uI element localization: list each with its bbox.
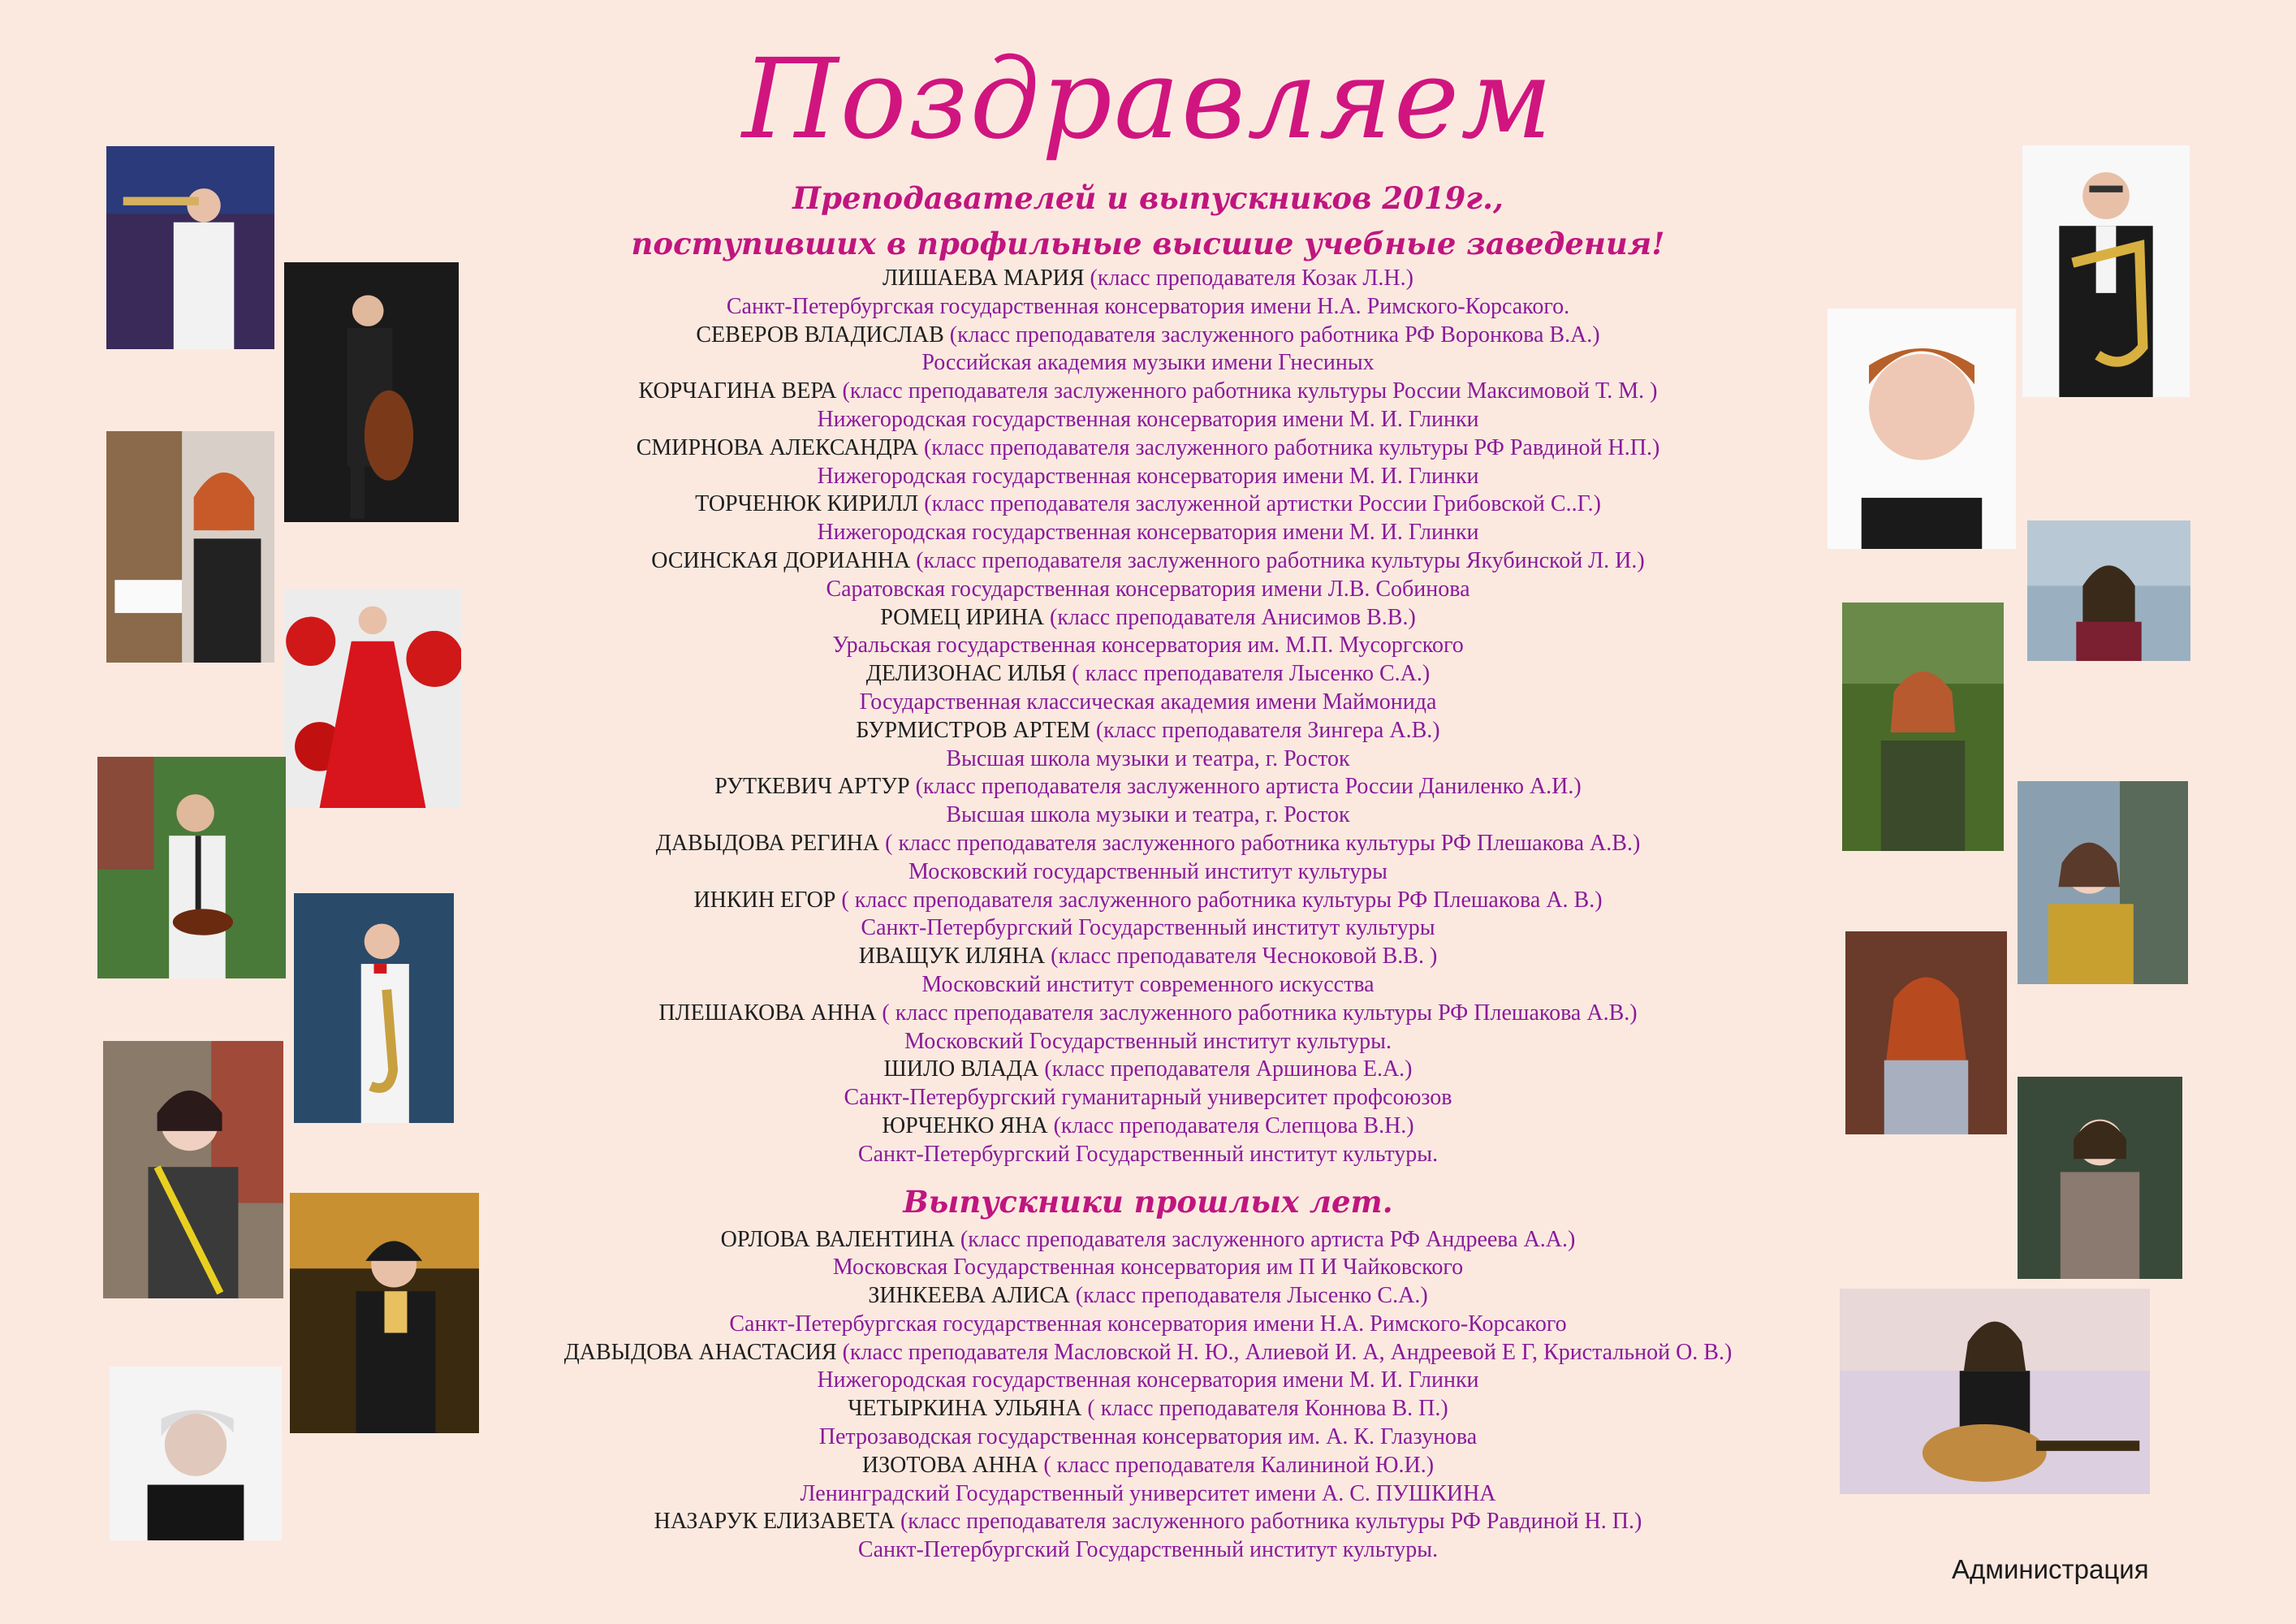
photo-woman-riverside <box>2018 781 2188 984</box>
graduate-teacher: (класс преподавателя Чесноковой В.В. ) <box>1051 944 1438 970</box>
graduate-teacher: (класс преподавателя заслуженного артиста РФ Андреева А.А.) <box>960 1226 1576 1252</box>
institution-row <box>455 801 1841 830</box>
graduate-teacher: (класс преподавателя Козак Л.Н.) <box>1090 266 1413 291</box>
graduate-row <box>455 1112 1841 1141</box>
institution-row <box>455 519 1841 547</box>
graduate-name: РУТКЕВИЧ АРТУР <box>714 774 910 800</box>
graduate-institution: Санкт-Петербургский Государственный институт культуры <box>861 915 1435 941</box>
photo-singer-red-dress <box>284 589 461 808</box>
graduate-name: СМИРНОВА АЛЕКСАНДРА <box>636 434 918 460</box>
graduate-row <box>455 1395 1841 1423</box>
institution-row <box>455 1536 1841 1565</box>
graduate-institution: Московский государственный институт культуры <box>908 858 1388 884</box>
graduate-row <box>455 1282 1841 1311</box>
graduate-row <box>455 1508 1841 1536</box>
institution-row <box>455 406 1841 434</box>
graduate-name: ДЕЛИЗОНАС ИЛЬЯ <box>865 661 1067 687</box>
graduate-institution: Санкт-Петербургский гуманитарный университет профсоюзов <box>844 1085 1452 1111</box>
graduate-row <box>455 943 1841 971</box>
institution-row <box>455 689 1841 717</box>
graduate-row <box>455 490 1841 519</box>
graduate-name: ЮРЧЕНКО ЯНА <box>882 1112 1048 1138</box>
institution-row <box>455 1367 1841 1395</box>
subtitle-line-1: Преподавателей и выпускников 2019г., <box>792 180 1504 216</box>
graduate-row <box>455 887 1841 915</box>
photo-woman-sweater <box>2018 1077 2182 1279</box>
graduate-name: ПЛЕШАКОВА АННА <box>658 1000 877 1026</box>
institution-row <box>455 1254 1841 1282</box>
graduate-teacher: ( класс преподавателя заслуженного работника культуры РФ Плешакова А.В.) <box>882 1000 1638 1026</box>
institution-row <box>455 1423 1841 1452</box>
institution-row <box>455 1311 1841 1339</box>
graduate-teacher: (класс преподавателя заслуженного работника культуры РФ Равдиной Н.П.) <box>923 434 1660 460</box>
graduate-name: ИЗОТОВА АННА <box>861 1452 1038 1478</box>
graduate-name: ОСИНСКАЯ ДОРИАННА <box>651 547 911 573</box>
photo-woman-red-hair <box>1845 931 2007 1134</box>
graduate-row <box>455 434 1841 463</box>
photo-woman-street <box>103 1041 283 1298</box>
graduate-institution: Петрозаводская государственная консерватория им. А. К. Глазунова <box>818 1424 1478 1450</box>
institution-row <box>455 632 1841 660</box>
signature: Администрация <box>1952 1554 2149 1584</box>
photo-trombonist <box>2022 145 2190 397</box>
graduate-institution: Санкт-Петербургский Государственный институт культуры. <box>857 1141 1439 1167</box>
institution-row <box>455 1141 1841 1169</box>
graduate-teacher: (класс преподавателя Аршинова Е.А.) <box>1044 1056 1413 1082</box>
graduate-name: БУРМИСТРОВ АРТЕМ <box>856 717 1090 743</box>
graduate-teacher: ( класс преподавателя заслуженного работника культуры РФ Плешакова А.В.) <box>885 830 1641 856</box>
graduate-institution: Нижегородская государственная консерватория имени М. И. Глинки <box>817 1367 1479 1393</box>
photo-organist <box>106 431 274 663</box>
graduate-teacher: (класс преподавателя Анисимов В.В.) <box>1050 604 1416 630</box>
graduate-name: ЧЕТЫРКИНА УЛЬЯНА <box>848 1396 1082 1422</box>
page-title: Поздравляем <box>741 36 1555 164</box>
graduate-teacher: (класс преподавателя заслуженного работника РФ Воронкова В.А.) <box>949 322 1600 348</box>
institution-row <box>455 349 1841 378</box>
graduate-row <box>455 773 1841 801</box>
graduate-name: ШИЛО ВЛАДА <box>883 1056 1039 1082</box>
graduate-institution: Уральская государственная консерватория им. М.П. Мусоргского <box>832 633 1464 659</box>
graduates-list <box>455 265 1841 1565</box>
institution-row <box>455 1028 1841 1056</box>
graduate-row <box>455 322 1841 350</box>
photo-woman-forest <box>1842 603 2004 851</box>
graduate-row <box>455 1339 1841 1367</box>
graduate-row <box>455 378 1841 406</box>
institution-row <box>455 1480 1841 1509</box>
photo-performer-dark <box>290 1193 479 1433</box>
graduate-institution: Московский институт современного искусства <box>921 971 1375 997</box>
graduate-name: ИНКИН ЕГОР <box>693 887 836 913</box>
past-graduates-heading: Выпускники прошлых лет. <box>903 1183 1393 1220</box>
photo-saxophonist <box>294 893 454 1123</box>
graduate-teacher: ( класс преподавателя Калининой Ю.И.) <box>1043 1452 1435 1478</box>
graduate-name: ОРЛОВА ВАЛЕНТИНА <box>720 1226 955 1252</box>
subtitle-line-2: поступивших в профильные высшие учебные заведения! <box>631 226 1665 261</box>
graduate-row <box>455 1000 1841 1028</box>
institution-row <box>455 463 1841 491</box>
graduate-teacher: ( класс преподавателя Коннова В. П.) <box>1087 1396 1448 1422</box>
graduate-teacher: (класс преподавателя заслуженной артистки России Грибовской С..Г.) <box>924 491 1601 517</box>
photo-violinist <box>97 757 286 978</box>
graduate-row <box>455 1226 1841 1255</box>
graduate-institution: Высшая школа музыки и театра, г. Росток <box>946 802 1350 828</box>
institution-row <box>455 858 1841 887</box>
graduate-institution: Государственная классическая академия имени Маймонида <box>859 689 1437 715</box>
institution-row <box>455 745 1841 774</box>
graduate-institution: Санкт-Петербургский Государственный институт культуры. <box>857 1537 1439 1563</box>
photo-trumpet-player <box>106 146 274 349</box>
graduate-row <box>455 604 1841 633</box>
graduate-teacher: (класс преподавателя Зингера А.В.) <box>1095 717 1440 743</box>
graduate-name: ЗИНКЕЕВА АЛИСА <box>868 1283 1070 1309</box>
graduate-name: НАЗАРУК ЕЛИЗАВЕТА <box>654 1509 895 1535</box>
graduate-teacher: (класс преподавателя Лысенко С.А.) <box>1075 1283 1428 1309</box>
graduate-institution: Ленинградский Государственный университет имени А. С. ПУШКИНА <box>800 1480 1496 1506</box>
graduate-institution: Саратовская государственная консерватория имени Л.В. Собинова <box>826 576 1470 602</box>
graduate-name: ТОРЧЕНЮК КИРИЛЛ <box>695 491 919 517</box>
graduate-teacher: (класс преподавателя Слепцова В.Н.) <box>1053 1112 1414 1138</box>
institution-row <box>455 971 1841 1000</box>
photo-woman-seaside <box>2027 520 2190 661</box>
graduate-name: РОМЕЦ ИРИНА <box>880 604 1045 630</box>
graduate-row <box>455 830 1841 858</box>
institution-row <box>455 293 1841 322</box>
graduate-teacher: (класс преподавателя заслуженного работника культуры РФ Равдиной Н. П.) <box>900 1509 1642 1535</box>
graduate-institution: Высшая школа музыки и театра, г. Росток <box>946 745 1350 771</box>
graduate-institution: Московский Государственный институт культуры. <box>904 1028 1392 1054</box>
institution-row <box>455 1084 1841 1112</box>
graduate-teacher: (класс преподавателя заслуженного работника культуры Якубинской Л. И.) <box>916 547 1645 573</box>
institution-row <box>455 914 1841 943</box>
graduate-row <box>455 265 1841 293</box>
graduate-name: СЕВЕРОВ ВЛАДИСЛАВ <box>696 322 944 348</box>
graduate-name: КОРЧАГИНА ВЕРА <box>638 378 837 404</box>
graduate-teacher: ( класс преподавателя Лысенко С.А.) <box>1072 661 1431 687</box>
institution-row <box>455 576 1841 604</box>
graduate-institution: Санкт-Петербургская государственная консерватория имени Н.А. Римского-Корсакого. <box>726 293 1570 319</box>
graduate-name: ДАВЫДОВА РЕГИНА <box>655 830 880 856</box>
graduate-row <box>455 547 1841 576</box>
graduate-name: ЛИШАЕВА МАРИЯ <box>883 266 1085 291</box>
graduate-row <box>455 1452 1841 1480</box>
photo-cellist <box>284 262 459 522</box>
photo-guitarist <box>1840 1289 2150 1494</box>
graduate-institution: Московская Государственная консерватория им П И Чайковского <box>832 1255 1464 1281</box>
photo-young-man-portrait <box>1828 309 2016 549</box>
graduate-institution: Нижегородская государственная консерватория имени М. И. Глинки <box>817 520 1479 546</box>
graduate-teacher: (класс преподавателя Масловской Н. Ю., Алиевой И. А, Андреевой Е Г, Кристальной О. В.) <box>842 1339 1733 1365</box>
graduate-name: ДАВЫДОВА АНАСТАСИЯ <box>563 1339 837 1365</box>
graduate-row <box>455 660 1841 689</box>
graduate-row <box>455 717 1841 745</box>
graduate-name: ИВАЩУК ИЛЯНА <box>858 944 1046 970</box>
graduate-teacher: ( класс преподавателя заслуженного работника культуры РФ Плешакова А. В.) <box>841 887 1603 913</box>
graduate-institution: Российская академия музыки имени Гнесиных <box>921 350 1375 376</box>
photo-woman-portrait-bw <box>110 1367 282 1540</box>
graduate-teacher: (класс преподавателя заслуженного работника культуры России Максимовой Т. М. ) <box>842 378 1658 404</box>
graduate-institution: Нижегородская государственная консерватория имени М. И. Глинки <box>817 406 1479 432</box>
graduate-row <box>455 1056 1841 1084</box>
graduate-teacher: (класс преподавателя заслуженного артиста России Даниленко А.И.) <box>915 774 1582 800</box>
graduate-institution: Нижегородская государственная консерватория имени М. И. Глинки <box>817 463 1479 489</box>
graduate-institution: Санкт-Петербургская государственная консерватория имени Н.А. Римского-Корсакого <box>729 1311 1567 1337</box>
